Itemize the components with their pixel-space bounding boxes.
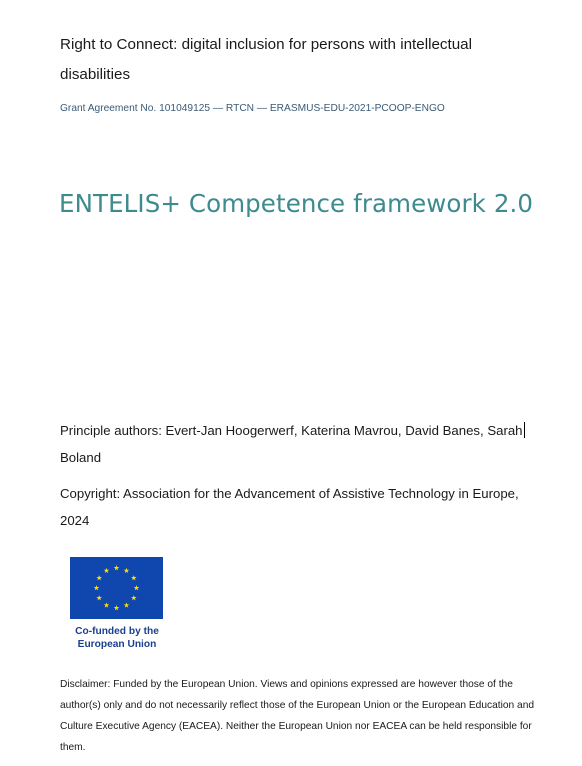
eu-stars: [70, 557, 163, 619]
text-cursor: [524, 422, 525, 438]
document-title: ENTELIS+ Competence framework 2.0: [59, 189, 534, 218]
eu-star-icon: [114, 605, 120, 610]
eu-star-icon: [114, 565, 120, 570]
authors-paragraph[interactable]: [60, 417, 532, 471]
eu-caption-line2: European Union: [77, 639, 157, 650]
copyright-paragraph: Copyright: Association for the Advancement of Assistive Technology in Europe, 2024: [60, 486, 519, 528]
eu-star-icon: [104, 568, 110, 573]
eu-logo-caption: [66, 625, 168, 651]
eu-star-icon: [134, 585, 140, 590]
eu-star-icon: [94, 585, 100, 590]
project-title: Right to Connect: digital inclusion for persons with intellectual disabilities: [60, 36, 472, 83]
eu-star-icon: [104, 602, 110, 607]
authors-text: Principle authors: Evert-Jan Hoogerwerf, Katerina Mavrou, David Banes, Sarah Boland: [60, 423, 523, 465]
eu-flag-icon: [70, 557, 163, 619]
eu-caption-line1: Co-funded by the: [75, 626, 159, 637]
eu-star-icon: [124, 568, 130, 573]
eu-star-icon: [124, 602, 130, 607]
disclaimer-text: Disclaimer: Funded by the European Union. Views and opinions expressed are however those of the author(s) only and do not necessarily reflect those of the European Union or the European Education and Culture Executive Agency (EACEA). Neither the European Union nor EACEA can be held responsible for them.: [60, 679, 535, 753]
eu-cofunded-logo: [66, 553, 168, 657]
eu-star-icon: [96, 575, 102, 580]
eu-star-icon: [131, 575, 137, 580]
eu-star-icon: [131, 595, 137, 600]
eu-star-icon: [96, 595, 102, 600]
grant-agreement-line: Grant Agreement No. 101049125 — RTCN — ERASMUS-EDU-2021-PCOOP-ENGO: [60, 103, 445, 114]
